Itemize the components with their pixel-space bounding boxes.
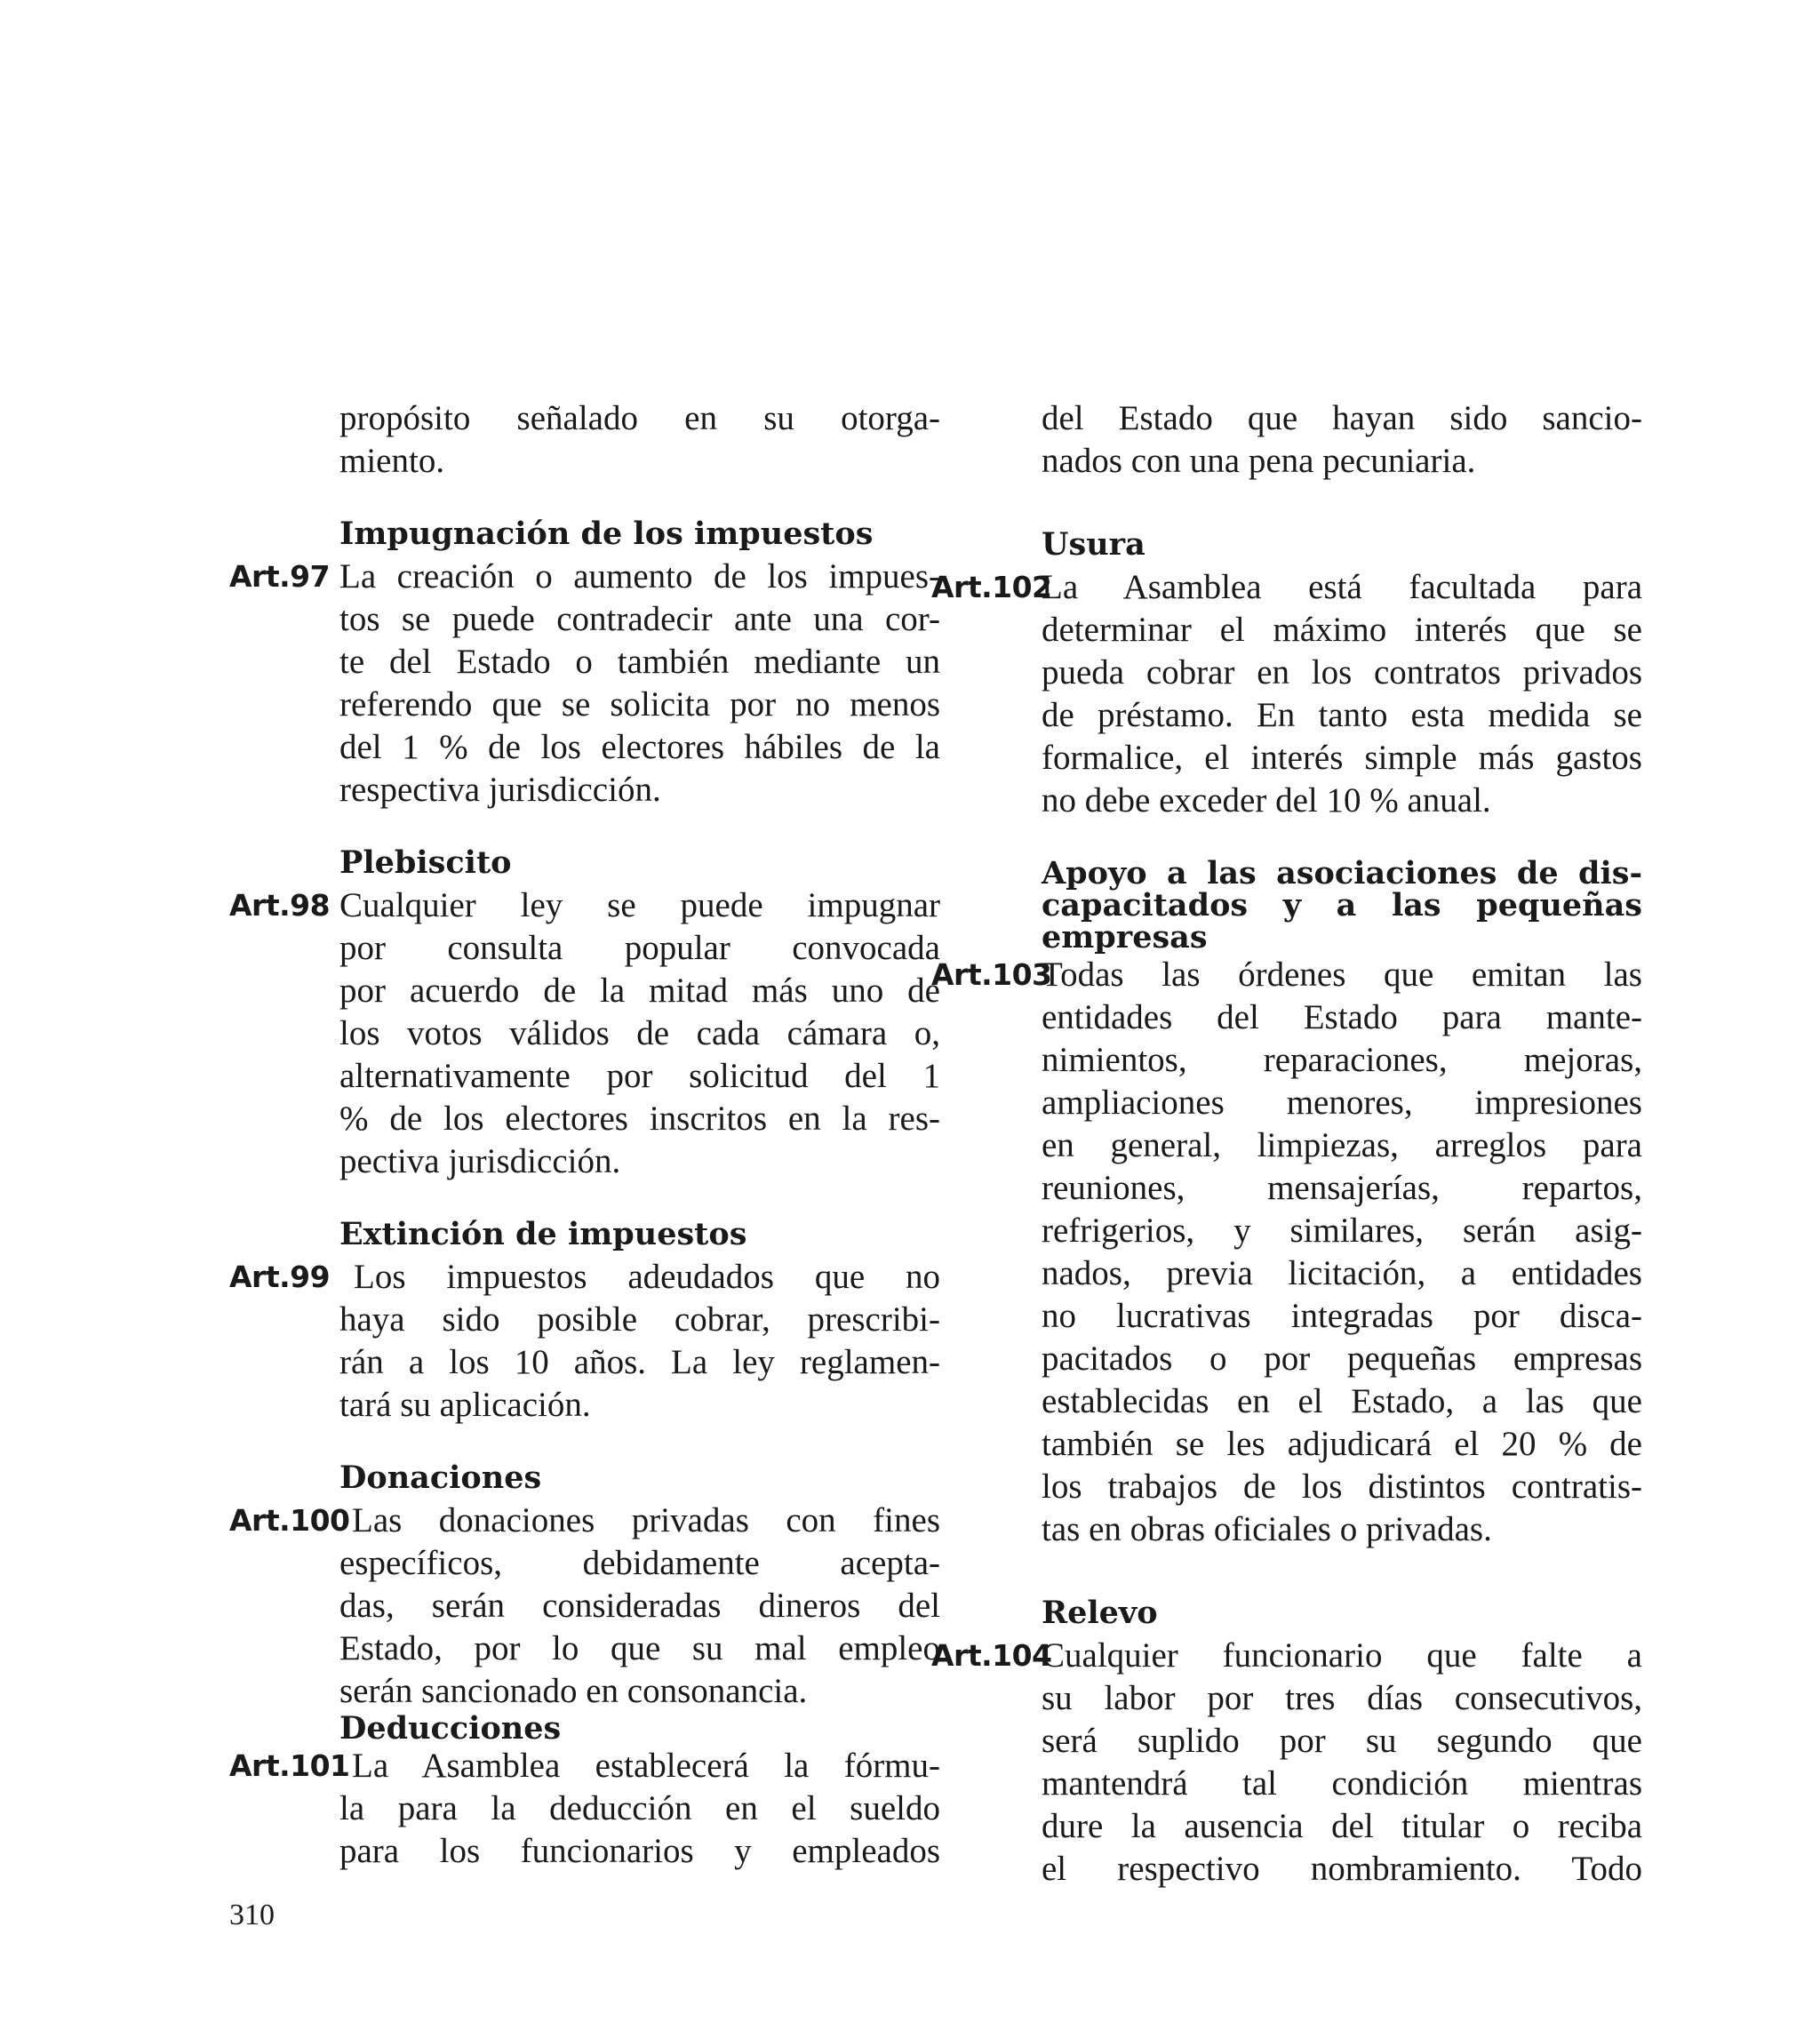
text-line: su labor por tres días consecutivos, bbox=[1042, 1679, 1642, 1717]
text-line: nados con una pena pecuniaria. bbox=[1042, 442, 1476, 480]
article-first-line: Art.97 La creación o aumento de los impues- bbox=[229, 556, 940, 598]
text-line: de préstamo. En tanto esta medida se bbox=[1042, 696, 1642, 734]
text-line: no lucrativas integradas por disca- bbox=[1042, 1297, 1642, 1335]
text-line: propósito señalado en su otorga- bbox=[339, 399, 940, 437]
page-number: 310 bbox=[229, 1899, 275, 1931]
text-line: te del Estado o también mediante un bbox=[339, 643, 940, 681]
text-line: ampliaciones menores, impresiones bbox=[1042, 1083, 1642, 1122]
article-first-line: Art.101 La Asamblea establecerá la fórmu- bbox=[229, 1745, 940, 1787]
text-line: mantendrá tal condición mientras bbox=[1042, 1764, 1642, 1803]
text-line: en general, limpiezas, arreglos para bbox=[1042, 1126, 1642, 1164]
text-line: haya sido posible cobrar, prescribi- bbox=[339, 1300, 940, 1339]
right-column bbox=[931, 397, 1642, 1891]
text-line: alternativamente por solicitud del 1 bbox=[339, 1057, 940, 1095]
section-heading: Apoyo a las asociaciones de dis- capacitados y a las pequeñas empresas bbox=[1042, 855, 1642, 956]
text-line: tos se puede contradecir ante una cor- bbox=[339, 600, 940, 638]
text-line: rán a los 10 años. La ley reglamen- bbox=[339, 1343, 940, 1381]
article-number: Art.98 bbox=[229, 888, 331, 923]
article-first-line: Art.103 Todas las órdenes que emitan las bbox=[931, 954, 1642, 996]
text-line: % de los electores inscritos en la res- bbox=[339, 1099, 940, 1138]
text-line: Estado, por lo que su mal empleo bbox=[339, 1629, 940, 1667]
section-heading: Deducciones bbox=[339, 1710, 562, 1747]
section-heading: Plebiscito bbox=[339, 844, 512, 881]
text-line: entidades del Estado para mante- bbox=[1042, 998, 1642, 1036]
article-number: Art.104 bbox=[931, 1638, 1052, 1673]
text-line: das, serán consideradas dineros del bbox=[339, 1587, 940, 1625]
left-column bbox=[229, 397, 940, 1873]
article-number: Art.97 bbox=[229, 559, 331, 594]
article-number: Art.100 bbox=[229, 1503, 350, 1538]
section-heading: Donaciones bbox=[339, 1459, 542, 1496]
article-number: Art.102 bbox=[931, 570, 1052, 604]
text-line: será suplido por su segundo que bbox=[1042, 1722, 1642, 1760]
section-heading: Impugnación de los impuestos bbox=[339, 516, 874, 552]
text-line: del 1 % de los electores hábiles de la bbox=[339, 728, 940, 766]
text-line: referendo que se solicita por no menos bbox=[339, 685, 940, 724]
section-heading: Usura bbox=[1042, 526, 1145, 563]
text-line: tará su aplicación. bbox=[339, 1386, 591, 1424]
article-number: Art.103 bbox=[931, 957, 1052, 992]
text-line: no debe exceder del 10 % anual. bbox=[1042, 781, 1491, 820]
article-first-line: Art.102 La Asamblea está facultada para bbox=[931, 566, 1642, 609]
text-line: reuniones, mensajerías, repartos, bbox=[1042, 1169, 1642, 1207]
text-line: refrigerios, y similares, serán asig- bbox=[1042, 1211, 1642, 1250]
text-line: por acuerdo de la mitad más uno de bbox=[339, 972, 940, 1010]
text-line: serán sancionado en consonancia. bbox=[339, 1672, 808, 1710]
article-number: Art.101 bbox=[229, 1748, 350, 1783]
article-first-line: Art.100 Las donaciones privadas con fines bbox=[229, 1499, 940, 1542]
text-line: por consulta popular convocada bbox=[339, 929, 940, 967]
section-heading: Extinción de impuestos bbox=[339, 1216, 747, 1252]
text-line: pacitados o por pequeñas empresas bbox=[1042, 1339, 1642, 1378]
article-first-line: Art.98 Cualquier ley se puede impugnar bbox=[229, 884, 940, 927]
text-line: también se les adjudicará el 20 % de bbox=[1042, 1425, 1642, 1463]
text-line: respectiva jurisdicción. bbox=[339, 771, 661, 809]
text-line: miento. bbox=[339, 442, 445, 480]
text-line: específicos, debidamente acepta- bbox=[339, 1544, 940, 1582]
article-first-line: Art.99 Los impuestos adeudados que no bbox=[229, 1256, 940, 1299]
text-line: los votos válidos de cada cámara o, bbox=[339, 1014, 940, 1052]
text-line: establecidas en el Estado, a las que bbox=[1042, 1382, 1642, 1420]
text-line: nimientos, reparaciones, mejoras, bbox=[1042, 1041, 1642, 1079]
text-line: pueda cobrar en los contratos privados bbox=[1042, 653, 1642, 692]
text-line: nados, previa licitación, a entidades bbox=[1042, 1254, 1642, 1292]
article-number: Art.99 bbox=[229, 1259, 331, 1294]
text-line: formalice, el interés simple más gastos bbox=[1042, 739, 1642, 777]
text-line: los trabajos de los distintos contratis- bbox=[1042, 1467, 1642, 1506]
text-line: el respectivo nombramiento. Todo bbox=[1042, 1850, 1642, 1888]
text-line: determinar el máximo interés que se bbox=[1042, 611, 1642, 649]
article-first-line: Art.104 Cualquier funcionario que falte a bbox=[931, 1635, 1642, 1677]
text-line: la para la deducción en el sueldo bbox=[339, 1789, 940, 1827]
text-line: pectiva jurisdicción. bbox=[339, 1142, 621, 1180]
text-line: dure la ausencia del titular o reciba bbox=[1042, 1807, 1642, 1845]
text-line: para los funcionarios y empleados bbox=[339, 1832, 940, 1870]
text-line: tas en obras oficiales o privadas. bbox=[1042, 1510, 1492, 1548]
text-line: del Estado que hayan sido sancio- bbox=[1042, 399, 1642, 437]
section-heading: Relevo bbox=[1042, 1595, 1158, 1631]
